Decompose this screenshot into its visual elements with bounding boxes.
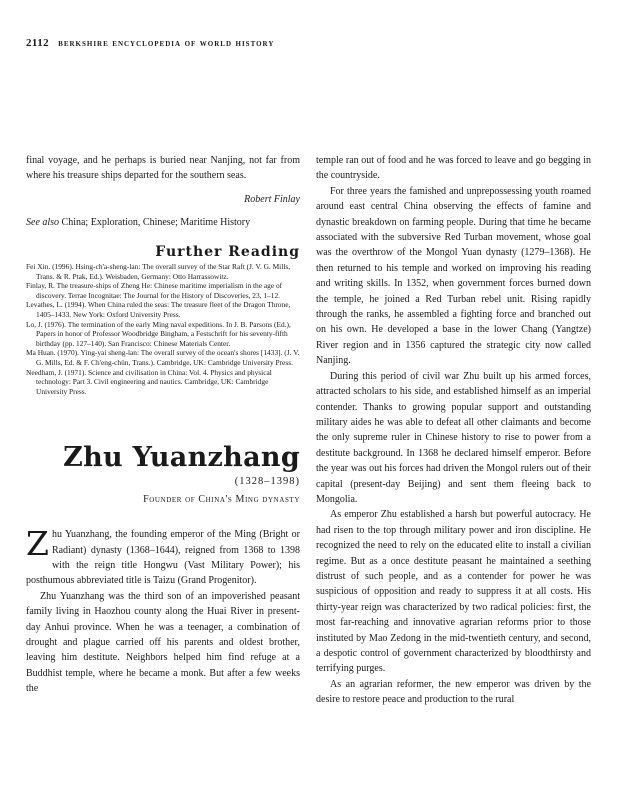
reference-item: Ma Huan. (1970). Ying-yai sheng-lan: The overall survey of the ocean's shores [1433]. (J. V. G. Mills, Ed. & F. Ch'eng-chün, Trans.). Cambridge, UK: Cambridge University Press. bbox=[26, 348, 300, 367]
see-also bbox=[26, 215, 300, 230]
entry-paragraph bbox=[26, 524, 300, 589]
reference-item: Needham, J. (1971). Science and civilisation in China: Vol. 4. Physics and physical technology: Part 3. Civil engineering and nautics. Cambridge, UK: Cambridge University Press. bbox=[26, 367, 272, 396]
reference-item: Fei Xin. (1996). Hsing-ch'a-sheng-lan: The overall survey of the Star Raft (J. V. G. Mills, Trans. & R. Ptak, Ed.). Weisbaden, Germany: Otto Harrassowitz. bbox=[26, 262, 291, 281]
body-paragraph: As an agrarian reformer, the new emperor was driven by the desire to restore peace and production to the rural bbox=[316, 678, 591, 706]
running-title: berkshire encyclopedia of world history bbox=[58, 38, 275, 49]
reference-item: Lo, J. (1976). The termination of the early Ming naval expeditions. In J. B. Parsons (Ed.), Papers in honor of Professor Woodbridge Bingham, a Festschrift for his seventy-fifth birthday (pp. 127–140). San Francisco: Chinese Materials Center. bbox=[26, 319, 291, 348]
entry-subtitle: Founder of China's Ming dynasty bbox=[143, 493, 300, 505]
entry-paragraph-text: hu Yuanzhang, the founding emperor of the Ming (Bright or Radiant) dynasty (1368–1644), reigned from 1368 to 1398 with the reign title Hongwu (Vast Military Power); his posthumous abbreviated title is Taizu (Grand Progenitor). bbox=[26, 529, 300, 587]
reference-item: Levathes, L. (1994). When China ruled the seas: The treasure fleet of the Dragon Throne, 1405–1433. New York: Oxford University Press. bbox=[26, 300, 291, 319]
entry-title: Zhu Yuanzhang bbox=[63, 442, 300, 474]
body-paragraph: During this period of civil war Zhu built up his armed forces, attracted scholars to his side, and established himself as an imperial contender. Thanks to growing popular support and outstanding military aides he was able to defeat all other claimants and become the only supreme ruler in Chinese history to rise to power from a destitute background. In 1368 he declared himself emperor. Before the year was out his forces had driven the Mongol rulers out of their capital (present-day Beijing) and sent them fleeing back to Mongolia. bbox=[316, 370, 591, 505]
entry-dates: (1328–1398) bbox=[234, 476, 300, 488]
right-column bbox=[316, 153, 591, 708]
reference-list bbox=[26, 262, 300, 396]
see-also-label: See also bbox=[26, 217, 60, 229]
article-author: Robert Finlay bbox=[244, 193, 300, 205]
see-also-links[interactable]: China; Exploration, Chinese; Maritime History bbox=[59, 217, 251, 229]
drop-cap: Z bbox=[26, 524, 49, 564]
continued-paragraph: final voyage, and he perhaps is buried near Nanjing, not far from where his treasure ships departed for the southern seas. bbox=[26, 155, 300, 182]
left-column bbox=[26, 153, 300, 697]
further-reading-heading: Further Reading bbox=[155, 243, 300, 260]
body-paragraph: For three years the famished and unprepossessing youth roamed around east central China observing the effects of famine and dynastic breakdown on farming people. During that time he became associated with the subversive Red Turban movement, whose goal was the overthrow of the Mongol Yuan dynasty (1279–1368). He then returned to his temple and worked on improving his reading and writing skills. In 1352, when government forces burned down the temple, he joined a Red Turban rebel unit. Rising rapidly through the ranks, he assembled a fighting force and branched out on his own. He developed a base in the lower Chang (Yangtze) River region and in 1356 captured the strategic city now called Nanjing. bbox=[316, 185, 591, 367]
body-paragraph: As emperor Zhu established a harsh but powerful autocracy. He had risen to the top through military power and iron discipline. He recognized the need to rely on the educated elite to install a civilian regime. But as a once destitute peasant he maintained a seething distrust of such people, and as a contender for power he was suspicious of opposition and ready to suppress it at all costs. His thirty-year reign was characterized by two radical policies: first, the most far-reaching and innovative agrarian reforms prior to those instituted by Mao Zedong in the mid-twentieth century, and second, a despotic control of government characterized by bloodthirsty and terrifying purges. bbox=[316, 509, 591, 675]
entry-paragraph: Zhu Yuanzhang was the third son of an impoverished peasant family living in Haozhou county along the Huai River in present-day Anhui province. When he was a teenager, a combination of drought and plague carried off his parents and oldest brother, leaving him destitute. Neighbors helped him find refuge at a Buddhist temple, where he became a monk. But after a few weeks the bbox=[26, 590, 300, 695]
page-number: 2112 bbox=[26, 37, 49, 49]
running-header bbox=[26, 37, 274, 49]
reference-item: Finlay, R. The treasure-ships of Zheng He: Chinese maritime imperialism in the age of discovery. Terrae Incognitae: The Journal for the History of Discoveries, 23, 1–12. bbox=[26, 281, 283, 300]
body-paragraph: temple ran out of food and he was forced to leave and go begging in the countryside. bbox=[316, 155, 591, 182]
